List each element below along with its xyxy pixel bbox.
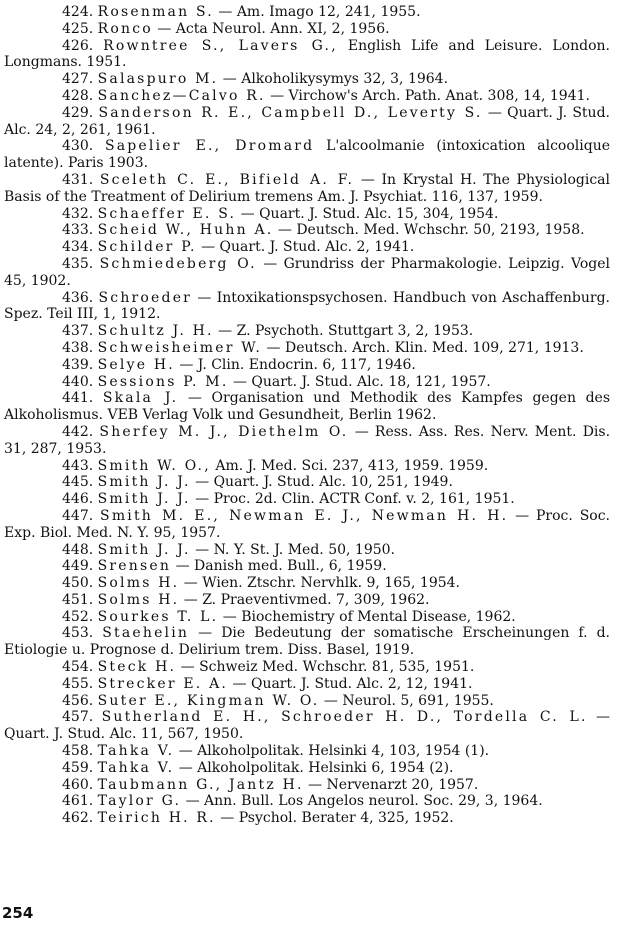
reference-number: 440. xyxy=(62,373,94,390)
reference-citation: — Quart. J. Stud. Alc. 24, 2, 261, 1961. xyxy=(4,104,610,138)
reference-number: 448. xyxy=(62,541,94,558)
reference-author: Rowntree S., Lavers G., xyxy=(103,37,338,54)
reference-entry xyxy=(4,256,610,290)
reference-citation: — Quart. J. Stud. Alc. 2, 12, 1941. xyxy=(232,675,473,692)
reference-number: 460. xyxy=(62,776,94,793)
reference-citation: English Life and Leisure. London. Longmans. 1951. xyxy=(4,37,610,71)
reference-citation: — Wien. Ztschr. Nervhlk. 9, 165, 1954. xyxy=(183,575,460,592)
reference-number: 443. xyxy=(62,457,94,474)
reference-citation: — Danish med. Bull., 6, 1959. xyxy=(175,558,387,575)
reference-citation: — Alkoholikysymys 32, 3, 1964. xyxy=(222,71,449,88)
reference-citation: — Biochemistry of Mental Disease, 1962. xyxy=(222,608,516,625)
reference-entry xyxy=(4,709,610,743)
reference-author: Strecker E. A. xyxy=(97,675,229,692)
reference-entry xyxy=(4,693,610,710)
reference-entry xyxy=(4,625,610,659)
reference-number: 445. xyxy=(62,474,94,491)
reference-entry xyxy=(4,793,610,810)
reference-citation: — Nervenarzt 20, 1957. xyxy=(308,776,479,793)
reference-number: 447. xyxy=(62,507,94,524)
reference-author: Ronco xyxy=(97,20,153,37)
reference-author: Smith J. J. xyxy=(97,491,191,508)
reference-citation: — Deutsch. Med. Wchschr. 50, 2193, 1958. xyxy=(277,222,585,239)
reference-number: 462. xyxy=(62,810,94,827)
reference-author: Taubmann G., Jantz H. xyxy=(97,776,304,793)
reference-entry xyxy=(4,390,610,424)
reference-number: 459. xyxy=(62,759,94,776)
reference-entry xyxy=(4,743,610,760)
reference-citation: — Quart. J. Stud. Alc. 11, 567, 1950. xyxy=(4,709,611,743)
reference-citation: — Proc. 2d. Clin. ACTR Conf. v. 2, 161, 1951. xyxy=(195,491,515,508)
reference-author: Scheid W., Huhn A. xyxy=(97,222,274,239)
reference-author: Selye H. xyxy=(97,356,175,373)
reference-author: Schilder P. xyxy=(97,239,197,256)
reference-author: Sherfey M. J., Diethelm O. xyxy=(99,423,349,440)
reference-author: Rosenman S. xyxy=(97,4,214,20)
reference-number: 431. xyxy=(62,171,94,188)
reference-entry xyxy=(4,542,610,559)
reference-entry xyxy=(4,239,610,256)
reference-entry xyxy=(4,172,610,206)
reference-number: 430. xyxy=(62,138,94,155)
reference-author: Solms H. xyxy=(97,591,180,608)
reference-entry xyxy=(4,609,610,626)
reference-number: 434. xyxy=(62,239,94,256)
reference-list xyxy=(4,4,610,827)
reference-entry xyxy=(4,424,610,458)
reference-citation: — Alkoholpolitak. Helsinki 6, 1954 (2). xyxy=(178,759,454,776)
reference-author: Sessions P. M. xyxy=(97,373,229,390)
reference-number: 441. xyxy=(62,390,94,407)
reference-number: 439. xyxy=(62,356,94,373)
reference-citation: — Psychol. Berater 4, 325, 1952. xyxy=(220,810,454,827)
reference-citation: Am. J. Med. Sci. 237, 413, 1959. 1959. xyxy=(215,457,489,474)
reference-author: Srensen xyxy=(97,558,172,575)
reference-author: Sourkes T. L. xyxy=(97,608,219,625)
reference-citation: — Quart. J. Stud. Alc. 18, 121, 1957. xyxy=(232,373,491,390)
reference-author: Smith J. J. xyxy=(97,474,191,491)
reference-entry xyxy=(4,290,610,324)
reference-author: Salaspuro M. xyxy=(97,71,219,88)
reference-citation: — Ress. Ass. Res. Nerv. Ment. Dis. 31, 287, 1953. xyxy=(4,423,611,457)
reference-number: 435. xyxy=(62,255,94,272)
reference-author: Sanchez—Calvo R. xyxy=(97,87,266,104)
reference-citation: — N. Y. St. J. Med. 50, 1950. xyxy=(195,541,395,558)
reference-entry xyxy=(4,340,610,357)
reference-author: Schmiedeberg O. xyxy=(99,255,257,272)
reference-author: Smith J. J. xyxy=(97,541,191,558)
reference-number: 456. xyxy=(62,692,94,709)
reference-author: Steck H. xyxy=(97,659,177,676)
reference-author: Sapelier E., Dromard xyxy=(104,138,315,155)
reference-citation: L'alcoolmanie (intoxication alcoolique latente). Paris 1903. xyxy=(4,138,611,172)
reference-citation: — Ann. Bull. Los Angelos neurol. Soc. 29, 3, 1964. xyxy=(185,793,543,810)
reference-number: 454. xyxy=(62,659,94,676)
reference-number: 427. xyxy=(62,71,94,88)
reference-citation: — Intoxikationspsychosen. Handbuch von Aschaffenburg. Spez. Teil III, 1, 1912. xyxy=(4,289,611,323)
reference-entry xyxy=(4,88,610,105)
reference-number: 450. xyxy=(62,575,94,592)
reference-entry xyxy=(4,21,610,38)
reference-author: Schultz J. H. xyxy=(97,323,214,340)
reference-entry xyxy=(4,206,610,223)
reference-citation: — Quart. J. Stud. Alc. 2, 1941. xyxy=(201,239,415,256)
reference-citation: — Neurol. 5, 691, 1955. xyxy=(323,692,494,709)
reference-author: Skala J. xyxy=(102,390,179,407)
reference-entry xyxy=(4,138,610,172)
reference-number: 451. xyxy=(62,591,94,608)
reference-author: Schaeffer E. S. xyxy=(97,205,237,222)
reference-citation: — Deutsch. Arch. Klin. Med. 109, 271, 1913. xyxy=(266,339,584,356)
reference-citation: — Am. Imago 12, 241, 1955. xyxy=(218,4,421,20)
reference-author: Teirich H. R. xyxy=(97,810,216,827)
reference-author: Tahka V. xyxy=(97,759,175,776)
reference-citation: — Schweiz Med. Wchschr. 81, 535, 1951. xyxy=(180,659,475,676)
reference-number: 455. xyxy=(62,675,94,692)
reference-entry xyxy=(4,491,610,508)
reference-citation: — Acta Neurol. Ann. XI, 2, 1956. xyxy=(157,20,390,37)
reference-number: 432. xyxy=(62,205,94,222)
reference-citation: — Quart. J. Stud. Alc. 15, 304, 1954. xyxy=(240,205,499,222)
reference-citation: — Z. Praeventivmed. 7, 309, 1962. xyxy=(183,591,430,608)
reference-number: 457. xyxy=(62,709,94,726)
reference-author: Sutherland E. H., Schroeder H. D., Tordella C. L. xyxy=(101,709,588,726)
reference-number: 442. xyxy=(62,423,94,440)
reference-number: 453. xyxy=(62,625,94,642)
reference-entry xyxy=(4,508,610,542)
reference-author: Staehelin xyxy=(102,625,190,642)
reference-author: Taylor G. xyxy=(97,793,182,810)
reference-citation: — In Krystal H. The Physiological Basis of the Treatment of Delirium tremens Am. J. Psychiat. 116, 137, 1959. xyxy=(4,171,610,205)
reference-entry xyxy=(4,222,610,239)
reference-entry xyxy=(4,558,610,575)
reference-author: Suter E., Kingman W. O. xyxy=(97,692,320,709)
reference-author: Schweisheimer W. xyxy=(97,339,263,356)
reference-entry xyxy=(4,4,610,21)
reference-citation: — Grundriss der Pharmakologie. Leipzig. Vogel 45, 1902. xyxy=(4,255,610,289)
reference-entry xyxy=(4,676,610,693)
reference-entry xyxy=(4,105,610,139)
reference-author: Smith M. E., Newman E. J., Newman H. H. xyxy=(100,507,509,524)
reference-entry xyxy=(4,659,610,676)
reference-number: 437. xyxy=(62,323,94,340)
reference-author: Sceleth C. E., Bifield A. F. xyxy=(99,171,355,188)
reference-citation: — Virchow's Arch. Path. Anat. 308, 14, 1941. xyxy=(270,87,590,104)
reference-number: 433. xyxy=(62,222,94,239)
reference-entry xyxy=(4,71,610,88)
reference-number: 461. xyxy=(62,793,94,810)
reference-citation: — Proc. Soc. Exp. Biol. Med. N. Y. 95, 1957. xyxy=(4,507,611,541)
reference-number: 429. xyxy=(62,104,94,121)
reference-entry xyxy=(4,810,610,827)
reference-entry xyxy=(4,474,610,491)
reference-citation: — Die Bedeutung der somatische Erscheinungen f. d. Etiologie u. Prognose d. Delirium trem. Diss. Basel, 1919. xyxy=(4,625,610,659)
reference-entry xyxy=(4,38,610,72)
reference-entry xyxy=(4,592,610,609)
reference-number: 438. xyxy=(62,339,94,356)
reference-citation: — Z. Psychoth. Stuttgart 3, 2, 1953. xyxy=(218,323,474,340)
reference-citation: — Quart. J. Stud. Alc. 10, 251, 1949. xyxy=(195,474,453,491)
reference-entry xyxy=(4,458,610,475)
reference-entry xyxy=(4,323,610,340)
reference-author: Tahka V. xyxy=(97,743,175,760)
reference-number: 436. xyxy=(62,289,94,306)
reference-number: 425. xyxy=(62,20,94,37)
reference-number: 424. xyxy=(62,4,94,20)
reference-entry xyxy=(4,374,610,391)
reference-entry xyxy=(4,357,610,374)
reference-number: 446. xyxy=(62,491,94,508)
reference-author: Sanderson R. E., Campbell D., Leverty S. xyxy=(98,104,483,121)
reference-entry xyxy=(4,777,610,794)
reference-author: Solms H. xyxy=(97,575,180,592)
reference-number: 452. xyxy=(62,608,94,625)
reference-author: Smith W. O., xyxy=(97,457,211,474)
reference-number: 458. xyxy=(62,743,94,760)
reference-number: 428. xyxy=(62,87,94,104)
reference-citation: — Alkoholpolitak. Helsinki 4, 103, 1954 (1). xyxy=(178,743,490,760)
reference-entry xyxy=(4,575,610,592)
reference-entry xyxy=(4,760,610,777)
reference-citation: — Organisation und Methodik des Kampfes gegen des Alkoholismus. VEB Verlag Volk und Gesundheit, Berlin 1962. xyxy=(4,390,611,424)
reference-number: 449. xyxy=(62,558,94,575)
reference-author: Schroeder xyxy=(98,289,193,306)
page-number: 254 xyxy=(2,904,34,922)
reference-number: 426. xyxy=(62,37,94,54)
reference-citation: — J. Clin. Endocrin. 6, 117, 1946. xyxy=(179,356,416,373)
